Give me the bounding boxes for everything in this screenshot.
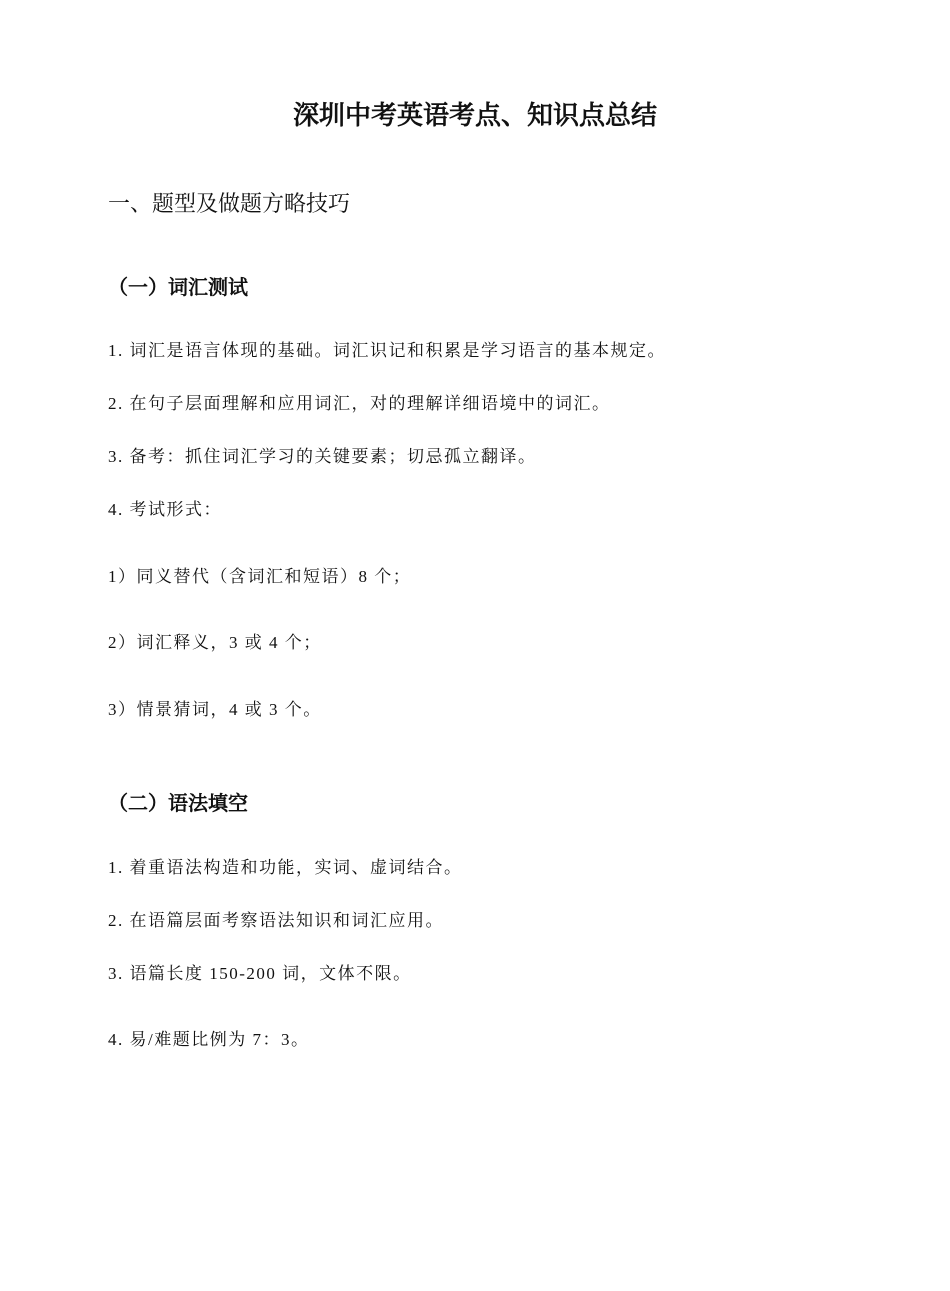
vocabulary-point-2: 2. 在句子层面理解和应用词汇，对的理解详细语境中的词汇。 (108, 394, 611, 413)
exam-format-item-3: 3）情景猜词，4 或 3 个。 (108, 700, 322, 719)
vocabulary-point-4: 4. 考试形式： (108, 500, 222, 519)
document-title: 深圳中考英语考点、知识点总结 (292, 101, 657, 131)
grammar-point-4: 4. 易/难题比例为 7：3。 (108, 1030, 310, 1049)
section-heading-question-types: 一、题型及做题方略技巧 (108, 192, 351, 217)
vocabulary-point-3: 3. 备考：抓住词汇学习的关键要素；切忌孤立翻译。 (108, 447, 537, 466)
exam-format-item-2: 2）词汇释义，3 或 4 个； (108, 633, 322, 652)
subsection-heading-vocabulary: （一）词汇测试 (108, 275, 248, 299)
vocabulary-point-1: 1. 词汇是语言体现的基础。词汇识记和积累是学习语言的基本规定。 (108, 341, 666, 360)
grammar-point-2: 2. 在语篇层面考察语法知识和词汇应用。 (108, 911, 444, 930)
exam-format-item-1: 1）同义替代（含词汇和短语）8 个； (108, 567, 412, 586)
subsection-heading-grammar: （二）语法填空 (108, 791, 248, 815)
grammar-point-1: 1. 着重语法构造和功能，实词、虚词结合。 (108, 858, 463, 877)
grammar-point-3: 3. 语篇长度 150-200 词，文体不限。 (108, 964, 412, 983)
